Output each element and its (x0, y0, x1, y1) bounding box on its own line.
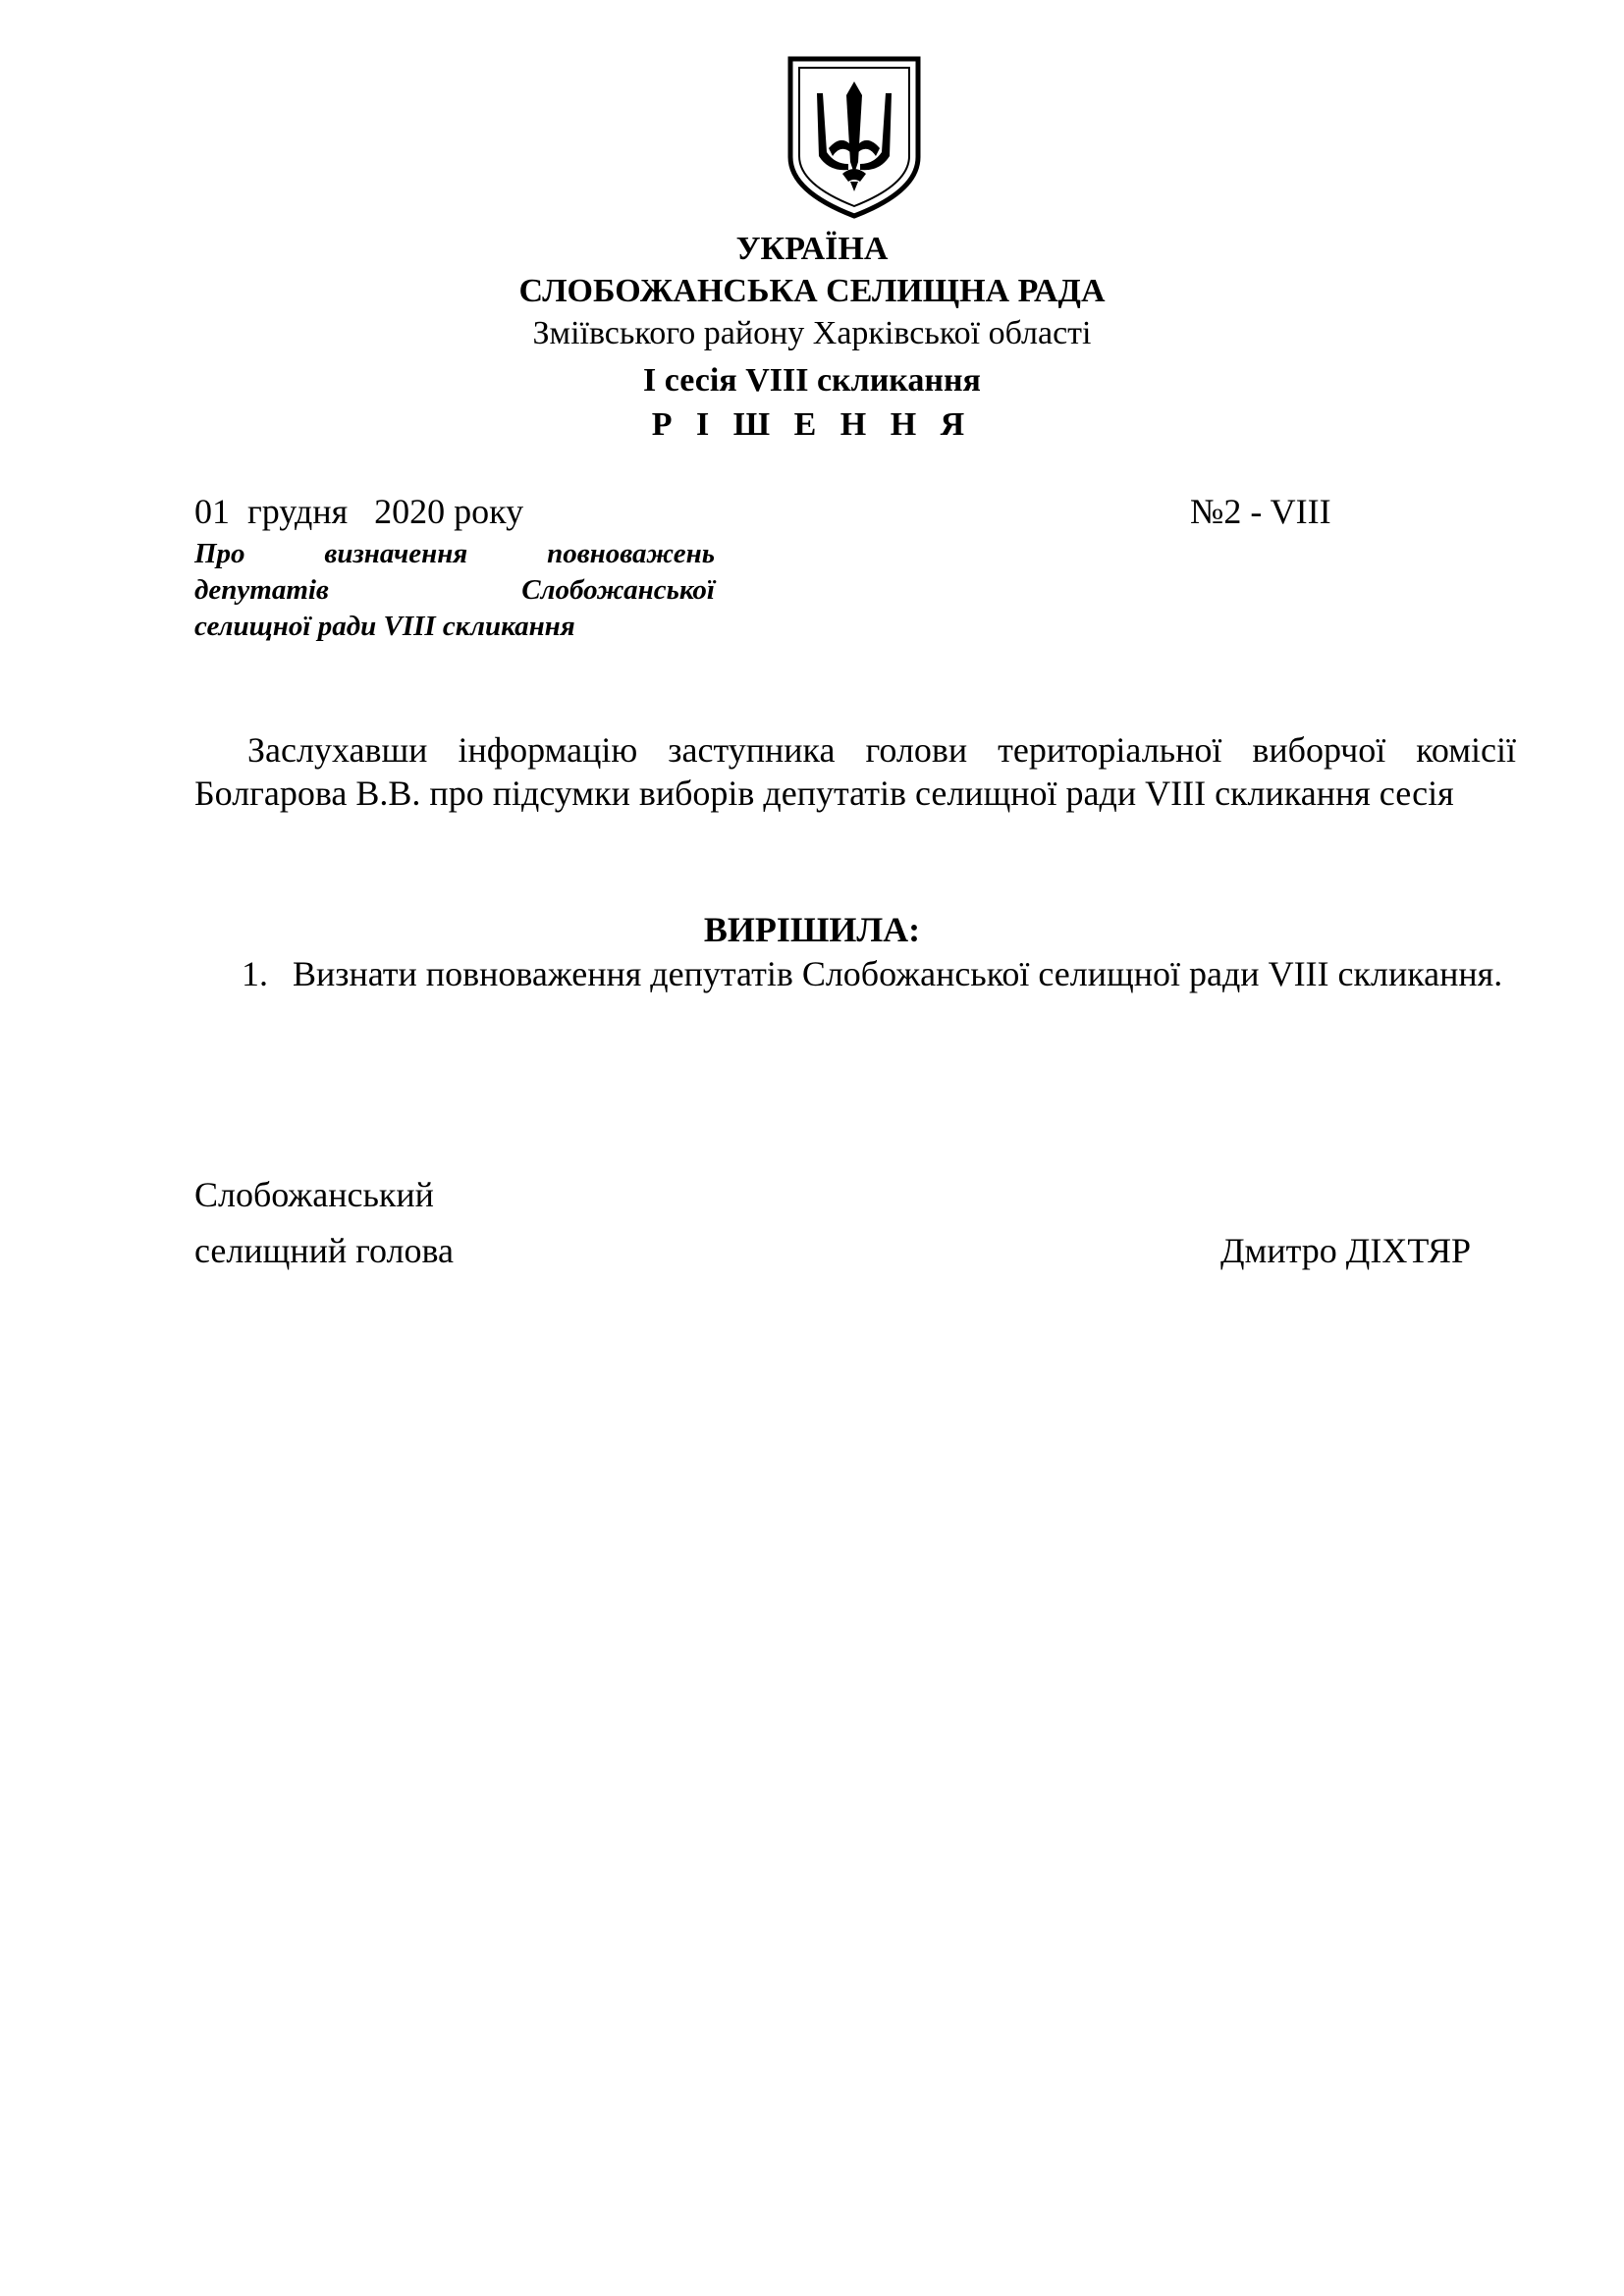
document-subject (194, 536, 715, 645)
header-doc-type: Р І Ш Е Н Н Я (651, 406, 973, 443)
header-council: СЛОБОЖАНСЬКА СЕЛИЩНА РАДА (518, 273, 1106, 309)
subject-line: селищної ради VIII скликання (194, 611, 575, 642)
signer-position-line: Слобожанський (194, 1175, 434, 1214)
header-region: Зміївського району Харківської області (532, 315, 1092, 351)
document-date: 01 грудня 2020 року (194, 492, 524, 531)
signer-position-line: селищний голова (194, 1231, 455, 1270)
header-country: УКРАЇНА (735, 231, 889, 267)
decided-heading: ВИРІШИЛА: (703, 910, 921, 949)
body-paragraph: Заслухавши інформацію заступника голови територіальної виборчої комісії Болгарова В.В. про підсумки виборів депутатів селищної ради VIII скликання сесія (194, 730, 1516, 813)
decision-item-text: Визнати повноваження депутатів Слобожанської селищної ради VIII скликання. (293, 954, 1503, 993)
decision-item-number: 1. (242, 954, 268, 993)
signer-name: Дмитро ДІХТЯР (1220, 1231, 1471, 1270)
document-number: №2 - VIII (1190, 492, 1331, 531)
decision-item (242, 952, 1516, 995)
ukraine-coat-of-arms-icon (785, 54, 923, 221)
subject-line: депутатів Слобожанської (194, 574, 715, 606)
header-session: I сесія VIII скликання (643, 362, 981, 399)
subject-line: Про визначення повноважень (194, 538, 715, 569)
signer-position (194, 1167, 454, 1279)
